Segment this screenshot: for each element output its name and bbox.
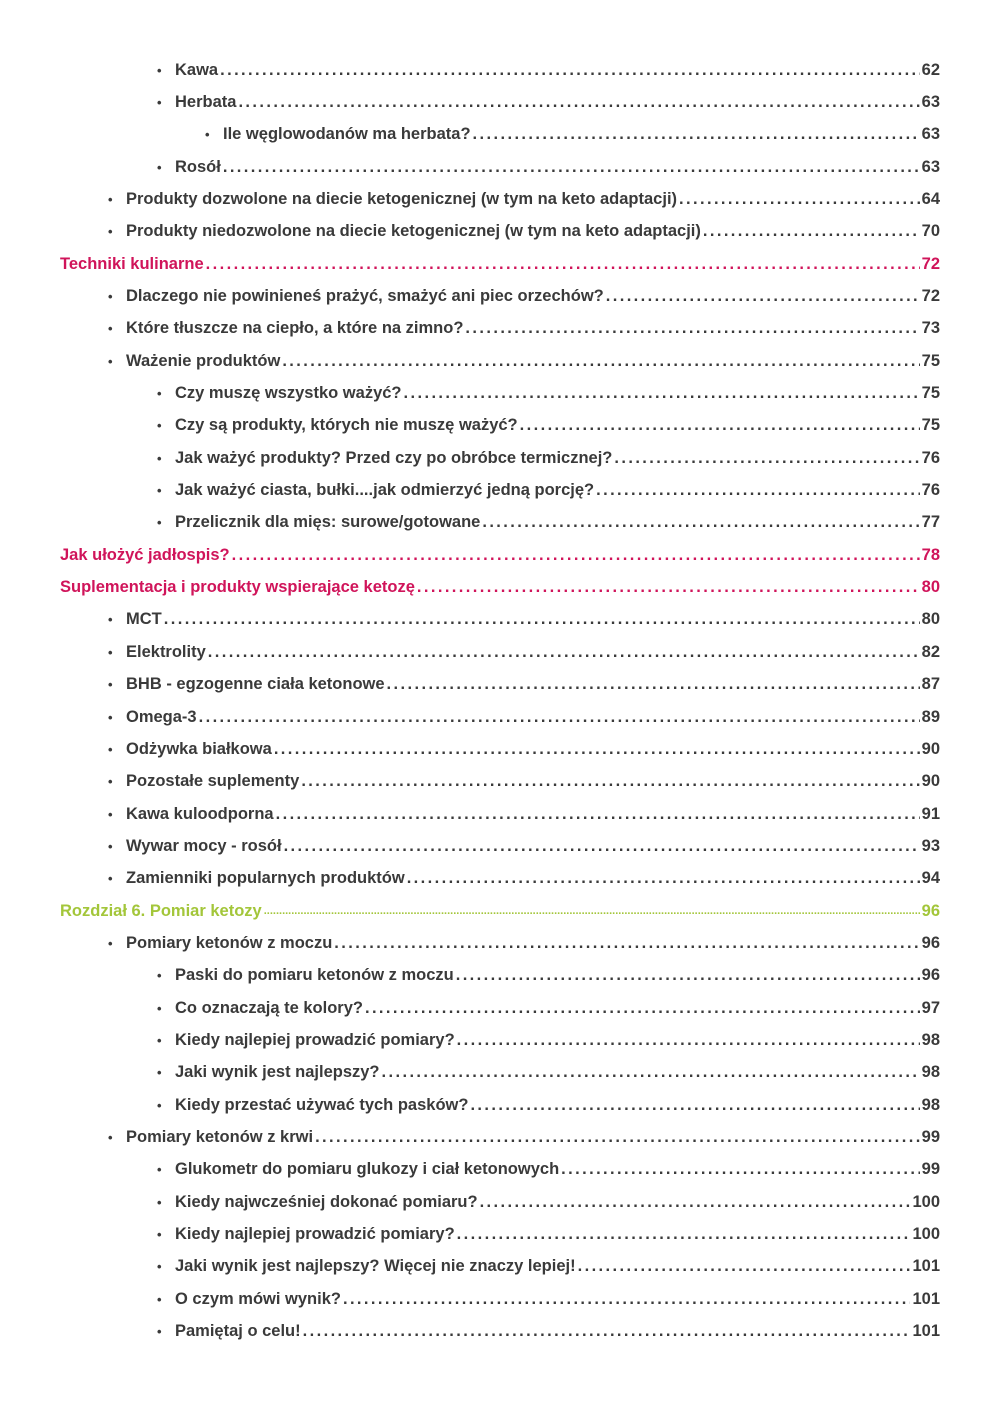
dot-leader xyxy=(482,513,919,532)
bullet-icon: • xyxy=(108,612,113,628)
toc-entry-title: Kiedy przestać używać tych pasków? xyxy=(175,1095,469,1114)
toc-entry[interactable] xyxy=(157,1316,940,1348)
bullet-icon: • xyxy=(205,127,210,143)
toc-entry[interactable] xyxy=(157,960,940,992)
toc-entry-title: BHB - egzogenne ciała ketonowe xyxy=(126,675,385,694)
toc-entry-title: Rozdział 6. Pomiar ketozy xyxy=(60,901,262,920)
dot-leader xyxy=(457,1031,920,1050)
toc-entry-title: Wywar mocy - rosół xyxy=(126,836,282,855)
bullet-icon: • xyxy=(157,1162,162,1178)
toc-entry[interactable] xyxy=(157,1219,940,1251)
dot-leader xyxy=(238,93,919,112)
toc-entry[interactable] xyxy=(108,1122,940,1154)
toc-section-heading[interactable] xyxy=(60,895,940,927)
bullet-icon: • xyxy=(157,159,162,175)
toc-section-heading[interactable] xyxy=(60,572,940,604)
toc-entry-title: Przelicznik dla mięs: surowe/gotowane xyxy=(175,513,481,532)
bullet-icon: • xyxy=(108,871,113,887)
dot-leader xyxy=(276,805,920,824)
bullet-icon: • xyxy=(108,224,113,240)
bullet-icon: • xyxy=(108,774,113,790)
bullet-icon: • xyxy=(108,644,113,660)
dot-leader xyxy=(315,1128,920,1147)
dot-leader xyxy=(274,740,920,759)
toc-page-number: 80 xyxy=(921,578,940,597)
toc-entry[interactable] xyxy=(108,830,940,862)
bullet-icon: • xyxy=(157,1194,162,1210)
toc-entry-title: Jaki wynik jest najlepszy? Więcej nie znaczy lepiej! xyxy=(175,1257,576,1276)
toc-page-number: 80 xyxy=(921,610,940,629)
toc-page-number: 96 xyxy=(921,933,940,952)
toc-page-number: 98 xyxy=(921,1063,940,1082)
toc-page-number: 82 xyxy=(921,642,940,661)
bullet-icon: • xyxy=(108,288,113,304)
toc-entry[interactable] xyxy=(205,119,940,151)
dot-leader xyxy=(301,772,919,791)
toc-entry[interactable] xyxy=(157,992,940,1024)
toc-entry-title: Pozostałe suplementy xyxy=(126,772,300,791)
toc-entry-title: Glukometr do pomiaru glukozy i ciał ketonowych xyxy=(175,1160,560,1179)
toc-page-number: 63 xyxy=(921,157,940,176)
bullet-icon: • xyxy=(157,1227,162,1243)
toc-entry[interactable] xyxy=(108,345,940,377)
toc-entry-title: Ile węglowodanów ma herbata? xyxy=(223,125,471,144)
bullet-icon: • xyxy=(157,515,162,531)
bullet-icon: • xyxy=(157,1259,162,1275)
toc-entry-title: Zamienniki popularnych produktów xyxy=(126,869,405,888)
toc-entry-title: Paski do pomiaru ketonów z moczu xyxy=(175,966,454,985)
dot-leader xyxy=(404,384,920,403)
toc-entry[interactable] xyxy=(157,1186,940,1218)
dot-leader xyxy=(164,610,920,629)
toc-page-number: 99 xyxy=(921,1160,940,1179)
bullet-icon: • xyxy=(108,677,113,693)
dot-leader xyxy=(387,675,920,694)
toc-entry[interactable] xyxy=(108,183,940,215)
bullet-icon: • xyxy=(157,1097,162,1113)
toc-page-number: 72 xyxy=(921,254,940,273)
dot-leader xyxy=(264,905,920,917)
toc-page-number: 75 xyxy=(921,384,940,402)
dot-leader xyxy=(382,1063,920,1082)
toc-entry-title: Jak ważyć ciasta, bułki....jak odmierzyć jedną porcję? xyxy=(175,481,595,500)
toc-section-heading[interactable] xyxy=(60,539,940,571)
toc-entry-title: Co oznaczają te kolory? xyxy=(175,998,363,1017)
bullet-icon: • xyxy=(157,483,162,499)
bullet-icon: • xyxy=(157,1065,162,1081)
toc-entry[interactable] xyxy=(157,1089,940,1121)
toc-entry[interactable] xyxy=(157,442,940,474)
dot-leader xyxy=(343,1290,911,1309)
toc-entry[interactable] xyxy=(108,313,940,345)
toc-page-number: 96 xyxy=(921,901,940,920)
dot-leader xyxy=(470,1096,919,1115)
toc-page-number: 101 xyxy=(912,1257,940,1276)
toc-entry-title: Produkty dozwolone na diecie ketogenicznej (w tym na keto adaptacji) xyxy=(126,189,678,208)
dot-leader xyxy=(199,708,920,727)
toc-entry-title: Kiedy najwcześniej dokonać pomiaru? xyxy=(175,1192,478,1211)
bullet-icon: • xyxy=(157,968,162,984)
toc-page-number: 64 xyxy=(921,189,940,208)
dot-leader xyxy=(417,578,920,597)
toc-entry[interactable] xyxy=(108,636,940,668)
bullet-icon: • xyxy=(108,321,113,337)
toc-entry[interactable] xyxy=(157,1025,940,1057)
bullet-icon: • xyxy=(108,191,113,207)
toc-page-number: 75 xyxy=(921,416,940,435)
dot-leader xyxy=(614,449,919,468)
toc-entry[interactable] xyxy=(108,863,940,895)
bullet-icon: • xyxy=(157,62,162,78)
toc-entry[interactable] xyxy=(157,507,940,539)
dot-leader xyxy=(206,255,920,274)
toc-page-number: 72 xyxy=(921,286,940,305)
toc-entry-title: O czym mówi wynik? xyxy=(175,1289,341,1308)
toc-page-number: 90 xyxy=(921,739,940,758)
toc-entry[interactable] xyxy=(108,798,940,830)
toc-page-number: 98 xyxy=(921,1031,940,1049)
toc-entry-title: Jak ułożyć jadłospis? xyxy=(60,545,230,564)
toc-entry[interactable] xyxy=(157,475,940,507)
toc-entry-title: Dlaczego nie powinieneś prażyć, smażyć ani piec orzechów? xyxy=(126,286,604,305)
dot-leader xyxy=(284,837,920,856)
toc-entry[interactable] xyxy=(157,54,940,86)
toc-page-number: 62 xyxy=(921,60,940,79)
toc-entry[interactable] xyxy=(108,733,940,765)
toc-page-number: 91 xyxy=(921,804,940,823)
bullet-icon: • xyxy=(157,1000,162,1016)
toc-page-number: 63 xyxy=(921,125,940,144)
toc-entry[interactable] xyxy=(157,1154,940,1186)
toc-entry-title: Elektrolity xyxy=(126,642,206,661)
toc-entry[interactable] xyxy=(108,701,940,733)
toc-page-number: 63 xyxy=(921,92,940,111)
toc-entry[interactable] xyxy=(157,1283,940,1315)
toc-entry-title: Omega-3 xyxy=(126,707,197,726)
toc-entry[interactable] xyxy=(157,1057,940,1089)
toc-page-number: 76 xyxy=(921,481,940,500)
toc-page-number: 87 xyxy=(921,675,940,694)
toc-entry-title: Jak ważyć produkty? Przed czy po obróbce termicznej? xyxy=(175,448,613,467)
toc-entry-title: MCT xyxy=(126,610,162,629)
toc-page-number: 101 xyxy=(912,1289,940,1308)
toc-entry[interactable] xyxy=(108,280,940,312)
dot-leader xyxy=(596,481,920,500)
dot-leader xyxy=(606,287,920,306)
toc-entry[interactable] xyxy=(157,410,940,442)
toc-page-number: 100 xyxy=(912,1225,940,1244)
bullet-icon: • xyxy=(157,94,162,110)
toc-page-number: 100 xyxy=(912,1192,940,1211)
toc-entry[interactable] xyxy=(157,86,940,118)
toc-page-number: 76 xyxy=(921,448,940,467)
bullet-icon: • xyxy=(157,418,162,434)
dot-leader xyxy=(465,319,919,338)
toc-page-number: 98 xyxy=(921,1095,940,1114)
toc-entry-title: Ważenie produktów xyxy=(126,351,281,370)
bullet-icon: • xyxy=(157,450,162,466)
dot-leader xyxy=(561,1160,919,1179)
toc-page-number: 94 xyxy=(921,869,940,888)
bullet-icon: • xyxy=(157,386,162,401)
toc-page-number: 97 xyxy=(921,998,940,1017)
dot-leader xyxy=(365,999,920,1018)
toc-page-number: 70 xyxy=(921,222,940,241)
dot-leader xyxy=(456,966,920,985)
toc-entry[interactable] xyxy=(108,766,940,798)
toc-page-number: 101 xyxy=(912,1322,940,1341)
toc-entry-title: Które tłuszcze na ciepło, a które na zimno? xyxy=(126,319,464,338)
toc-entry-title: Kawa xyxy=(175,60,219,79)
dot-leader xyxy=(232,546,920,565)
bullet-icon: • xyxy=(108,1130,113,1146)
dot-leader xyxy=(473,125,920,144)
toc-page-number: 73 xyxy=(921,319,940,338)
dot-leader xyxy=(520,416,920,435)
toc-entry-title: Jaki wynik jest najlepszy? xyxy=(175,1063,380,1082)
toc-entry[interactable] xyxy=(157,378,940,410)
toc-entry-title: Czy muszę wszystko ważyć? xyxy=(175,384,402,402)
toc-entry-title: Pamiętaj o celu! xyxy=(175,1322,301,1341)
bullet-icon: • xyxy=(108,806,113,822)
bullet-icon: • xyxy=(108,353,113,369)
toc-entry-title: Odżywka białkowa xyxy=(126,739,272,758)
toc-page-number: 75 xyxy=(921,351,940,370)
bullet-icon: • xyxy=(108,709,113,725)
toc-entry-title: Produkty niedozwolone na diecie ketogenicznej (w tym na keto adaptacji) xyxy=(126,222,701,241)
toc-entry-title: Pomiary ketonów z moczu xyxy=(126,933,333,952)
toc-entry-title: Pomiary ketonów z krwi xyxy=(126,1128,314,1147)
dot-leader xyxy=(334,934,919,953)
toc-entry[interactable] xyxy=(157,1251,940,1283)
bullet-icon: • xyxy=(157,1324,162,1340)
dot-leader xyxy=(282,352,919,371)
toc-entry[interactable] xyxy=(108,216,940,248)
toc-entry-title: Kiedy najlepiej prowadzić pomiary? xyxy=(175,1225,455,1244)
dot-leader xyxy=(578,1257,911,1276)
dot-leader xyxy=(457,1225,911,1244)
dot-leader xyxy=(407,869,920,888)
dot-leader xyxy=(208,643,920,662)
toc-page-number: 89 xyxy=(921,707,940,726)
dot-leader xyxy=(480,1193,911,1212)
dot-leader xyxy=(223,158,920,177)
dot-leader xyxy=(220,61,920,80)
toc-page-number: 77 xyxy=(921,513,940,532)
toc-entry-title: Herbata xyxy=(175,92,237,111)
toc-entry-title: Suplementacja i produkty wspierające ketozę xyxy=(60,578,415,597)
toc-page-number: 78 xyxy=(921,545,940,564)
toc-entry[interactable] xyxy=(157,151,940,183)
toc-page-number: 99 xyxy=(921,1128,940,1147)
toc-entry-title: Kawa kuloodporna xyxy=(126,804,274,823)
toc-entry-title: Rosół xyxy=(175,157,221,176)
toc-section-heading[interactable] xyxy=(60,248,940,280)
toc-entry[interactable] xyxy=(108,604,940,636)
toc-page-number: 93 xyxy=(921,836,940,855)
dot-leader xyxy=(679,190,920,209)
dot-leader xyxy=(303,1322,911,1341)
bullet-icon: • xyxy=(157,1033,162,1048)
toc-page-number: 90 xyxy=(921,772,940,791)
toc-entry-title: Kiedy najlepiej prowadzić pomiary? xyxy=(175,1031,455,1049)
bullet-icon: • xyxy=(157,1291,162,1307)
toc-entry[interactable] xyxy=(108,669,940,701)
toc-entry-title: Techniki kulinarne xyxy=(60,254,204,273)
toc-page-number: 96 xyxy=(921,966,940,985)
dot-leader xyxy=(703,222,920,241)
bullet-icon: • xyxy=(108,741,113,757)
bullet-icon: • xyxy=(108,935,113,951)
toc-entry-title: Czy są produkty, których nie muszę ważyć? xyxy=(175,416,518,435)
toc-entry[interactable] xyxy=(108,927,940,959)
bullet-icon: • xyxy=(108,838,113,854)
